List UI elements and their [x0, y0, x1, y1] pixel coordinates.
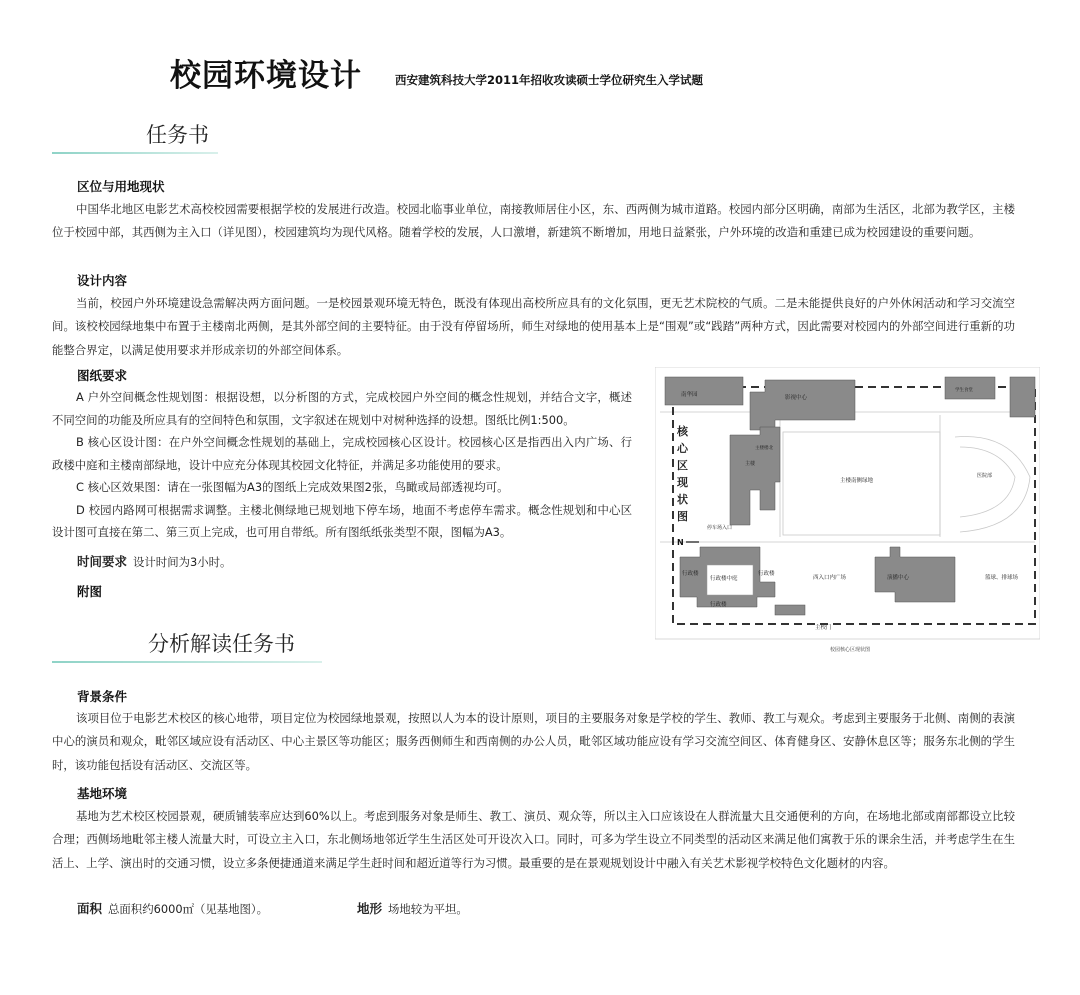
heading-site: 基地环境	[77, 786, 128, 801]
label-parking: 停车场入口	[707, 525, 733, 531]
drawing-item-d: D 校园内路网可根据需求调整。主楼北侧绿地已规划地下停车场，地面不考虑停车需求。概念性规划和中心区设计图可直接在第二、第三页上完成，也可用自带纸。所有图纸纸张类型不限，图幅为A3。	[52, 502, 632, 539]
label-film: 影视中心	[785, 395, 808, 401]
section-underline-analysis	[52, 661, 322, 663]
time-text: 设计时间为3小时。	[133, 555, 232, 569]
paragraph-background	[52, 707, 1015, 777]
heading-drawings: 图纸要求	[77, 368, 128, 383]
page-subtitle: 西安建筑科技大学2011年招收攻读硕士学位研究生入学试题	[395, 73, 704, 87]
building-student-apartment	[1010, 377, 1035, 417]
paragraph-background-text: 该项目位于电影艺术校区的核心地带，项目定位为校园绿地景观，按照以人为本的设计原则，项目的主要服务对象是学校的学生、教师、教工与观众。考虑到主要服务于北侧、南侧的表演中心的演员和观众，毗邻区域应设有活动区、中心主景区等功能区；服务西侧师生和西南侧的办公人员，毗邻区域功能应设有学习交流空间区、体育健身区、安静休息区等；服务东北侧的学生时，该功能包括设有活动区、交流区等。	[52, 711, 1015, 772]
section-title-task: 任务书	[146, 123, 209, 147]
time-requirement	[77, 552, 231, 570]
heading-design: 设计内容	[77, 273, 128, 288]
drawing-item-c: C 核心区效果图：请在一张图幅为A3的图纸上完成效果图2张，鸟瞰或局部透视均可。	[76, 480, 509, 494]
time-label: 时间要求	[77, 554, 128, 569]
area-text: 总面积约6000㎡（见基地图）。	[108, 902, 268, 916]
page-title: 校园环境设计	[170, 58, 362, 94]
plan-caption: 校园核心区现状图	[830, 647, 871, 653]
label-sports: 篮球、排球场	[985, 575, 1019, 581]
attachment-label: 附图	[77, 584, 103, 599]
drawing-item-b: B 核心区设计图：在户外空间概念性规划的基础上，完成校园核心区设计。校园核心区是指西出入内广场、行政楼中庭和主楼南部绿地，设计中应充分体现其校园文化特征，并满足多功能使用的要求。	[52, 435, 632, 472]
label-nw: 南华园	[681, 392, 698, 398]
label-admin-c: 行政楼中庭	[710, 576, 738, 582]
plan-vertical-title: 核 心 区 现 状 图	[677, 425, 688, 523]
site-plan-figure	[655, 367, 1040, 657]
heading-background: 背景条件	[77, 689, 128, 704]
label-perform: 演播中心	[887, 575, 910, 581]
terrain-label: 地形	[357, 901, 383, 916]
area-label: 面积	[77, 901, 103, 916]
label-admin-l: 行政楼	[682, 571, 699, 577]
label-main-west: 主楼	[745, 461, 756, 467]
building-nw	[665, 377, 743, 405]
paragraph-design	[52, 292, 1015, 362]
label-admin-r: 行政楼	[758, 571, 775, 577]
label-plaza: 西入口内广场	[813, 575, 847, 581]
drawing-item-a: A 户外空间概念性规划图：根据设想，以分析图的方式，完成校园户外空间的概念性规划，并结合文字，概述不同空间的功能及所应具有的空间特色和氛围，文字叙述在规划中对树种选择的设想。图纸比例1:500。	[52, 390, 632, 427]
paragraph-site	[52, 805, 1015, 875]
north-label: N	[677, 538, 684, 547]
terrain-text: 场地较为平坦。	[388, 902, 468, 916]
section-title-analysis: 分析解读任务书	[148, 632, 295, 656]
label-main-east: 主楼楼北	[755, 446, 773, 451]
label-clinic: 医院部	[977, 473, 993, 479]
label-admin-b: 行政楼	[710, 602, 727, 608]
heading-location: 区位与用地现状	[77, 179, 165, 194]
section-underline-task	[52, 152, 218, 154]
terrain-info	[357, 899, 468, 917]
label-south-lawn: 主楼南侧绿地	[840, 478, 874, 484]
label-gate: 主校门	[815, 625, 832, 631]
drawing-requirements	[52, 386, 632, 544]
paragraph-site-text: 基地为艺术校区校园景观，硬质铺装率应达到60%以上。考虑到服务对象是师生、教工、演员、观众等，所以主入口应该设在人群流量大且交通便利的方向，在场地北部或南部都设立比较合理；西侧场地毗邻主楼人流量大时，可设立主入口，东北侧场地邻近学生生活区处可开设次入口。同时，可多为学生设立不同类型的活动区来满足他们寓教于乐的课余生活，并考虑学生在生活上、上学、演出时的交通习惯，设立多条便捷通道来满足学生赶时间和超近道等行为习惯。最重要的是在景观规划设计中融入有关艺术影视学校特色文化题材的内容。	[52, 809, 1015, 870]
building-south-strip	[775, 605, 805, 615]
paragraph-location-text: 中国华北地区电影艺术高校校园需要根据学校的发展进行改造。校园北临事业单位，南接教师居住小区，东、西两侧为城市道路。校园内部分区明确，南部为生活区，北部为教学区，主楼位于校园中部，其西侧为主入口（详见图），校园建筑均为现代风格。随着学校的发展，人口激增，新建筑不断增加，用地日益紧张，户外环境的改造和重建已成为校园建设的重要问题。	[52, 202, 1015, 240]
area-info	[77, 899, 268, 917]
label-stu-ctr: 学生食堂	[955, 388, 973, 393]
paragraph-design-text: 当前，校园户外环境建设急需解决两方面问题。一是校园景观环境无特色，既没有体现出高校所应具有的文化氛围，更无艺术院校的气质。二是未能提供良好的户外休闲活动和学习交流空间。该校校园绿地集中布置于主楼南北两侧，是其外部空间的主要特征。由于没有停留场所，师生对绿地的使用基本上是“围观”或“践踏”两种方式，因此需要对校园内的外部空间进行重新的功能整合界定，以满足使用要求并形成亲切的外部空间体系。	[52, 296, 1015, 357]
paragraph-location	[52, 198, 1015, 245]
